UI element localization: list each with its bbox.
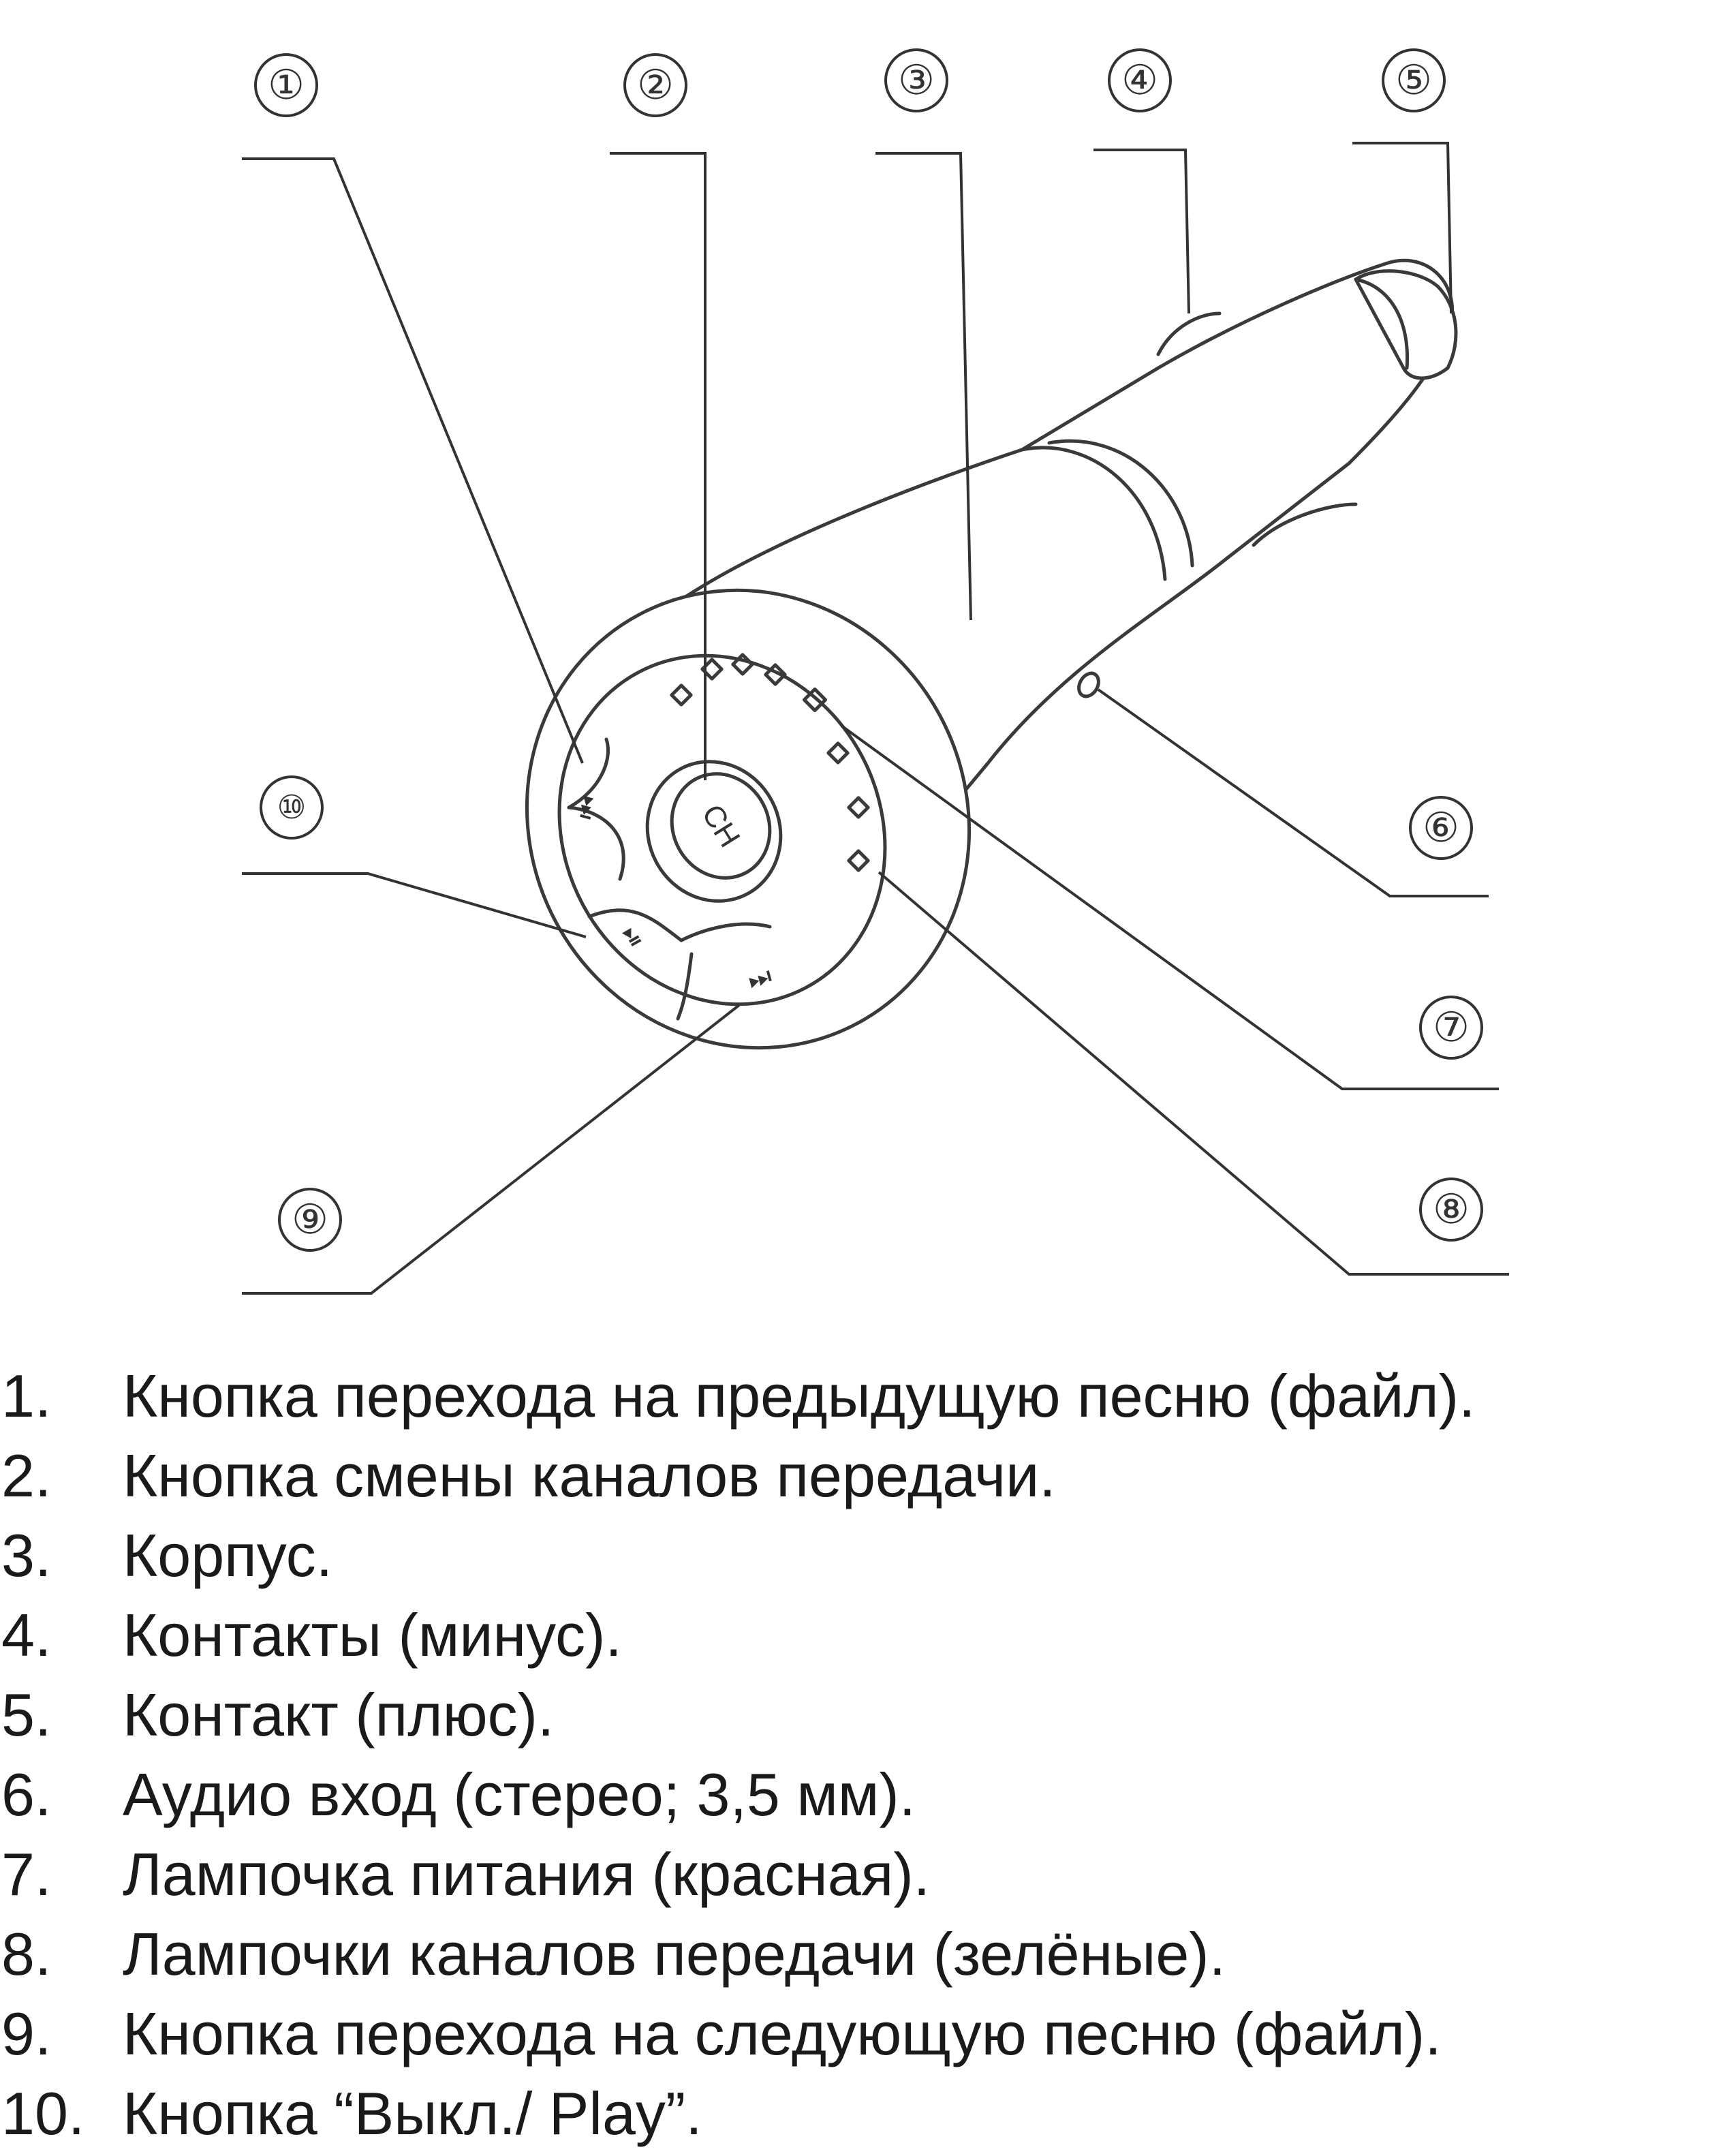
callout-9 bbox=[279, 1189, 341, 1250]
legend-number: 9. bbox=[1, 1999, 52, 2067]
parts-legend bbox=[0, 1356, 1723, 2153]
svg-text:③: ③ bbox=[898, 57, 935, 104]
svg-text:⑥: ⑥ bbox=[1423, 804, 1459, 852]
legend-number: 10. bbox=[1, 2079, 85, 2147]
legend-number: 8. bbox=[1, 1920, 52, 1988]
legend-text: Лампочки каналов передачи (зелёные). bbox=[123, 1920, 1226, 1988]
legend-text: Кнопка “Выкл./ Play”. bbox=[123, 2079, 702, 2147]
callout-10 bbox=[261, 777, 322, 838]
legend-item bbox=[0, 1675, 1723, 1755]
legend-text: Кнопка перехода на предыдущую песню (файл). bbox=[123, 1361, 1476, 1430]
legend-item bbox=[0, 1356, 1723, 1436]
legend-item bbox=[0, 1436, 1723, 1515]
legend-item bbox=[0, 1834, 1723, 1914]
channel-button-label: CH bbox=[695, 799, 747, 853]
legend-number: 7. bbox=[1, 1840, 52, 1908]
callout-4 bbox=[1109, 50, 1170, 111]
legend-item bbox=[0, 1914, 1723, 1994]
play-off-button-icon[interactable]: ⏯ bbox=[615, 920, 652, 954]
legend-text: Корпус. bbox=[123, 1521, 333, 1589]
legend-number: 2. bbox=[1, 1441, 52, 1509]
legend-number: 6. bbox=[1, 1760, 52, 1828]
prev-button-icon[interactable]: ⏮ bbox=[570, 792, 605, 823]
legend-number: 4. bbox=[1, 1601, 52, 1669]
callout-3 bbox=[886, 50, 947, 111]
svg-text:⑤: ⑤ bbox=[1395, 57, 1432, 104]
callout-2 bbox=[625, 55, 686, 116]
legend-number: 5. bbox=[1, 1680, 52, 1749]
legend-text: Контакты (минус). bbox=[123, 1601, 622, 1669]
svg-text:④: ④ bbox=[1121, 57, 1158, 104]
legend-item bbox=[0, 1755, 1723, 1834]
audio-jack bbox=[1075, 670, 1103, 700]
legend-text: Лампочка питания (красная). bbox=[123, 1840, 931, 1908]
svg-text:⑦: ⑦ bbox=[1433, 1004, 1470, 1051]
legend-text: Контакт (плюс). bbox=[123, 1680, 555, 1749]
callout-1 bbox=[255, 55, 317, 116]
callout-8 bbox=[1421, 1179, 1482, 1240]
svg-text:⑩: ⑩ bbox=[277, 788, 307, 827]
legend-text: Кнопка смены каналов передачи. bbox=[123, 1441, 1056, 1509]
callout-5 bbox=[1383, 50, 1444, 111]
callout-7 bbox=[1421, 997, 1482, 1058]
legend-text: Кнопка перехода на следующую песню (файл). bbox=[123, 1999, 1442, 2067]
svg-text:②: ② bbox=[637, 61, 674, 109]
callout-6 bbox=[1410, 797, 1472, 859]
next-button-icon[interactable]: ⏭ bbox=[744, 960, 775, 996]
legend-item bbox=[0, 1515, 1723, 1595]
legend-text: Аудио вход (стерео; 3,5 мм). bbox=[123, 1760, 916, 1828]
svg-text:⑧: ⑧ bbox=[1433, 1186, 1470, 1233]
legend-item bbox=[0, 2074, 1723, 2153]
legend-number: 1. bbox=[1, 1361, 52, 1430]
svg-text:①: ① bbox=[268, 61, 305, 109]
legend-item bbox=[0, 1595, 1723, 1675]
legend-item bbox=[0, 1994, 1723, 2074]
legend-number: 3. bbox=[1, 1521, 52, 1589]
svg-text:⑨: ⑨ bbox=[292, 1196, 328, 1244]
